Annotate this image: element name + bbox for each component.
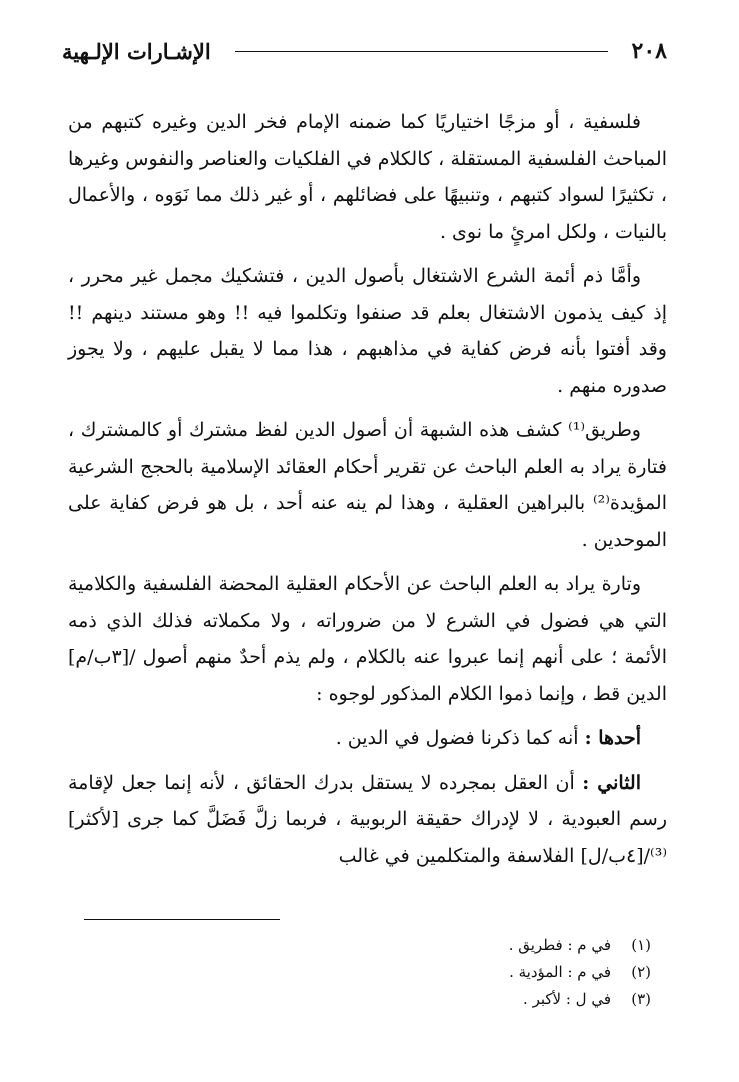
paragraph-3: وطريق⁽¹⁾ كشف هذه الشبهة أن أصول الدين لفظ مشترك أو كالمشترك ، فتارة يراد به العلم الباحث عن تقرير أحكام العقائد الإسلامية بالحجج الشرعية المؤيدة⁽²⁾ بالبراهين العقلية ، وهذا لم ينه عنه أحد ، بل هو فرض كفاية على الموحدين . (68, 419, 667, 551)
page-number: ٢٠٨ (631, 38, 667, 64)
footnote-text: في ل : لأكبر . (523, 990, 611, 1008)
paragraph-6 (68, 765, 667, 875)
paragraph-5 (68, 720, 667, 757)
footnote (84, 986, 651, 1013)
footnote (84, 959, 651, 986)
paragraph-4: وتارة يراد به العلم الباحث عن الأحكام العقلية المحضة الفلسفية والكلامية التي هي فضول في الشرع لا من ضروراته ، ولا مكملاته فذلك الذي ذمه الأئمة ؛ على أنهم إنما عبروا عنه بالكلام ، ولم يذم أحدٌ منهم أصول /[٣ب/م] الدين قط ، وإنما ذموا الكلام المذكور لوجوه : (68, 573, 667, 705)
footnotes (84, 932, 651, 1013)
footnote-number: (٣) (631, 990, 651, 1008)
paragraph-6-lead: الثاني : (582, 771, 642, 794)
header-rule (235, 51, 608, 52)
footnote-text: في م : فطريق . (508, 936, 611, 954)
running-title: الإشـارات الإلـهية (62, 38, 211, 64)
paragraph-5-lead: أحدها : (584, 727, 641, 749)
paragraph-6-text: أن العقل بمجرده لا يستقل بدرك الحقائق ، لأنه إنما جعل لإقامة رسم العبودية ، لا لإدراك حقيقة الربوبية ، فربما زلَّ فَضَلَّ كما جرى [لأكثر]⁽³⁾/[٤ب/ل] الفلاسفة والمتكلمين في غالب (68, 771, 667, 867)
paragraph-1: فلسفية ، أو مزجًا اختياريًا كما ضمنه الإمام فخر الدين وغيره كتبهم من المباحث الفلسفية المستقلة ، كالكلام في الفلكيات والعناصر والنفوس وغيرها ، تكثيرًا لسواد كتبهم ، وتنبيهًا على فضائلهم ، أو غير ذلك مما نَوَوه ، والأعمال بالنيات ، ولكل امرئٍ ما نوى . (68, 111, 667, 243)
page-header (62, 36, 667, 66)
footnote-number: (١) (631, 936, 651, 954)
footnote-rule (84, 919, 280, 920)
paragraph-2: وأمَّا ذم أئمة الشرع الاشتغال بأصول الدين ، فتشكيك مجمل غير محرر ، إذ كيف يذمون الاشتغال بعلم قد صنفوا وتكلموا فيه !! وهو مستند دينهم !! وقد أفتوا بأنه فرض كفاية في مذاهبهم ، هذا مما لا يقبل عليهم ، ولا يجوز صدوره منهم . (68, 265, 667, 397)
footnote (84, 932, 651, 959)
paragraph-5-text: أنه كما ذكرنا فضول في الدين . (335, 727, 579, 749)
main-text (68, 104, 667, 882)
footnote-number: (٢) (631, 963, 651, 981)
footnote-text: في م : المؤدية . (509, 963, 611, 981)
